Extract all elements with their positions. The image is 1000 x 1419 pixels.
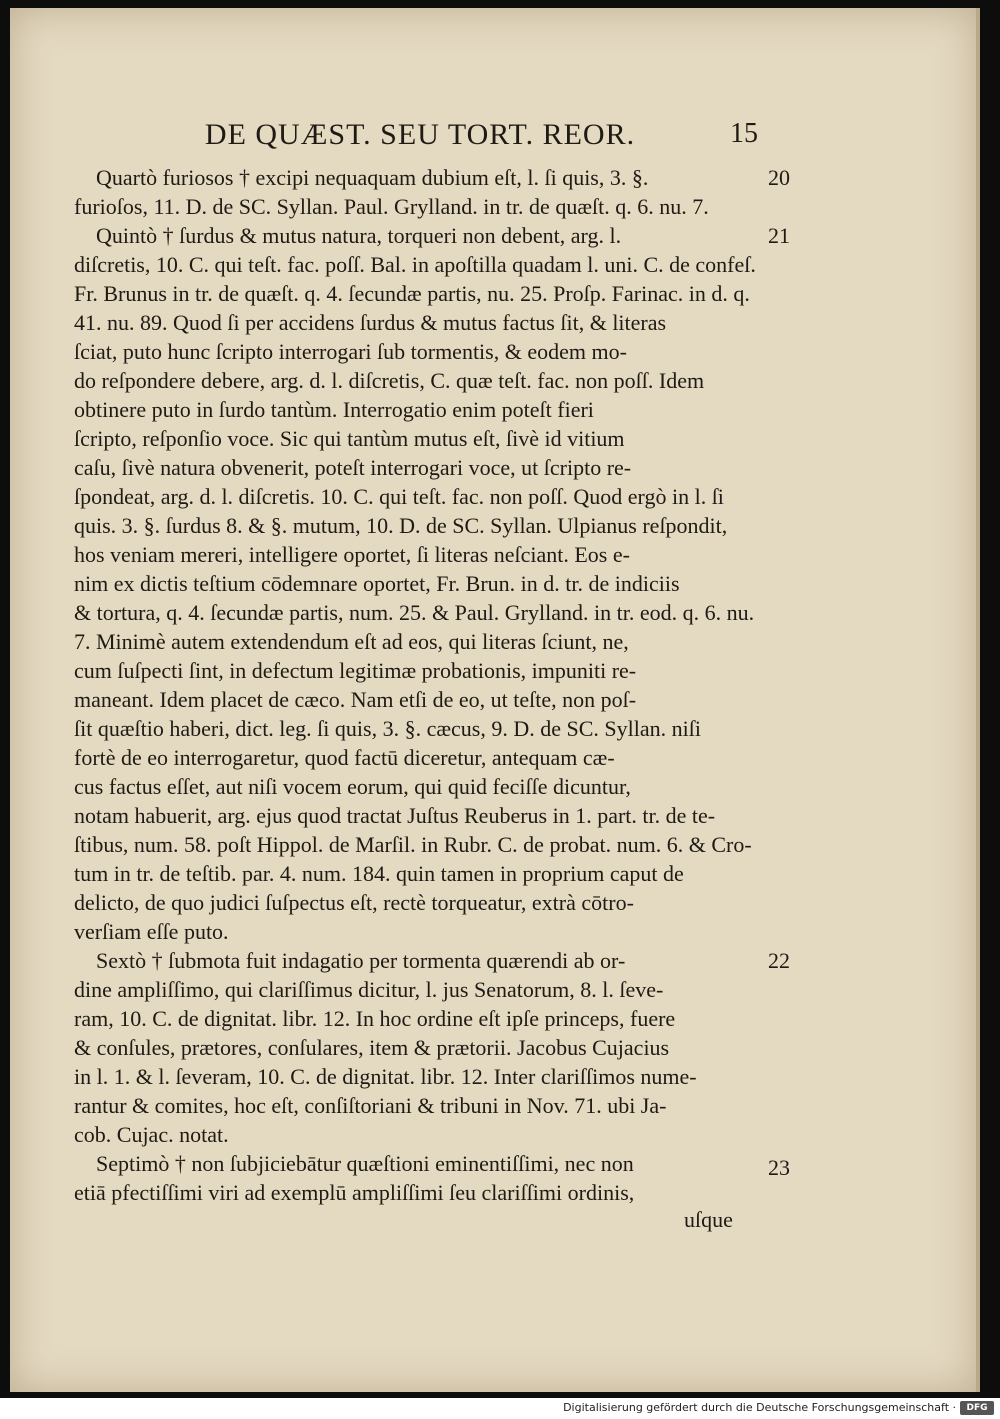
text-line: delicto, de quo judici ſuſpectus eſt, rectè torqueatur, extrà cōtro-: [74, 890, 634, 915]
text-line: diſcretis, 10. C. qui teſt. fac. poſſ. Bal. in apoſtilla quadam l. uni. C. de confeſ.: [74, 252, 756, 277]
text-line: cum ſuſpecti ſint, in defectum legitimæ probationis, impuniti re-: [74, 658, 637, 683]
margin-number: 22: [768, 948, 790, 973]
text-line: cus factus eſſet, aut niſi vocem eorum, qui quid feciſſe dicuntur,: [74, 774, 631, 799]
text-line: verſiam eſſe puto.: [74, 919, 229, 944]
page-edge: [976, 8, 980, 1392]
text-line: Sextò † ſubmota fuit indagatio per tormenta quærendi ab or-: [96, 948, 626, 973]
text-line: notam habuerit, arg. ejus quod tractat Juſtus Reuberus in 1. part. tr. de te-: [74, 803, 716, 828]
text-line: caſu, ſivè natura obvenerit, poteſt interrogari voce, ut ſcripto re-: [74, 455, 632, 480]
text-line: 7. Minimè autem extendendum eſt ad eos, qui literas ſciunt, ne,: [74, 629, 629, 654]
text-line: 41. nu. 89. Quod ſi per accidens ſurdus & mutus factus ſit, & literas: [74, 310, 667, 335]
text-line: Quintò † ſurdus & mutus natura, torqueri non debent, arg. l.: [96, 223, 622, 248]
text-line: do reſpondere debere, arg. d. l. diſcretis, C. quæ teſt. fac. non poſſ. Idem: [74, 368, 705, 393]
text-line: obtinere puto in ſurdo tantùm. Interrogatio enim poteſt fieri: [74, 397, 594, 422]
text-line: Quartò furiosos † excipi nequaquam dubium eſt, l. ſi quis, 3. §.: [96, 165, 649, 190]
text-line: Septimò † non ſubjiciebātur quæſtioni eminentiſſimi, nec non: [96, 1151, 634, 1176]
text-line: cob. Cujac. notat.: [74, 1122, 229, 1147]
text-line: dine ampliſſimo, qui clariſſimus dicitur, l. jus Senatorum, 8. l. ſeve-: [74, 977, 664, 1002]
text-line: ram, 10. C. de dignitat. libr. 12. In hoc ordine eſt ipſe princeps, fuere: [74, 1006, 676, 1031]
catchword: uſque: [684, 1207, 733, 1232]
text-line: furioſos, 11. D. de SC. Syllan. Paul. Grylland. in tr. de quæſt. q. 6. nu. 7.: [74, 194, 709, 219]
text-line: ſtibus, num. 58. poſt Hippol. de Marſil. in Rubr. C. de probat. num. 6. & Cro-: [74, 832, 752, 857]
page-number: 15: [730, 118, 758, 149]
margin-number: 23: [768, 1155, 790, 1180]
text-line: etiā pfectiſſimi viri ad exemplū ampliſſimi ſeu clariſſimi ordinis,: [74, 1180, 635, 1205]
margin-number: 21: [768, 223, 790, 248]
text-line: fortè de eo interrogaretur, quod factū diceretur, antequam cæ-: [74, 745, 615, 770]
text-line: ſciat, puto hunc ſcripto interrogari ſub tormentis, & eodem mo-: [74, 339, 627, 364]
margin-number: 20: [768, 165, 790, 190]
running-head: DE QUÆST. SEU TORT. REOR.: [204, 118, 636, 151]
dfg-logo: DFG: [960, 1401, 994, 1415]
text-line: tum in tr. de teſtib. par. 4. num. 184. quin tamen in proprium caput de: [74, 861, 684, 886]
text-line: quis. 3. §. ſurdus 8. & §. mutum, 10. D. de SC. Syllan. Ulpianus reſpondit,: [74, 513, 728, 538]
footer-credit: Digitalisierung gefördert durch die Deutsche Forschungsgemeinschaft ·: [563, 1401, 956, 1414]
text-line: hos veniam mereri, intelligere oportet, ſi literas neſciant. Eos e-: [74, 542, 630, 567]
text-line: nim ex dictis teſtium cōdemnare oportet, Fr. Brun. in d. tr. de indiciis: [74, 571, 680, 596]
text-line: in l. 1. & l. ſeveram, 10. C. de dignitat. libr. 12. Inter clariſſimos nume-: [74, 1064, 697, 1089]
text-line: rantur & comites, hoc eſt, conſiſtoriani & tribuni in Nov. 71. ubi Ja-: [74, 1093, 667, 1118]
text-line: maneant. Idem placet de cæco. Nam etſi de eo, ut teſte, non poſ-: [74, 687, 637, 712]
text-line: ſit quæſtio haberi, dict. leg. ſi quis, 3. §. cæcus, 9. D. de SC. Syllan. niſi: [74, 716, 701, 741]
text-line: ſcripto, reſponſio voce. Sic qui tantùm mutus eſt, ſivè id vitium: [74, 426, 625, 451]
text-line: ſpondeat, arg. d. l. diſcretis. 10. C. qui teſt. fac. non poſſ. Quod ergò in l. ſi: [74, 484, 724, 509]
text-line: & tortura, q. 4. ſecundæ partis, num. 25. & Paul. Grylland. in tr. eod. q. 6. nu.: [74, 600, 755, 625]
text-line: Fr. Brunus in tr. de quæſt. q. 4. ſecundæ partis, nu. 25. Proſp. Farinac. in d. q.: [74, 281, 750, 306]
text-line: & conſules, prætores, conſulares, item & prætorii. Jacobus Cujacius: [74, 1035, 670, 1060]
